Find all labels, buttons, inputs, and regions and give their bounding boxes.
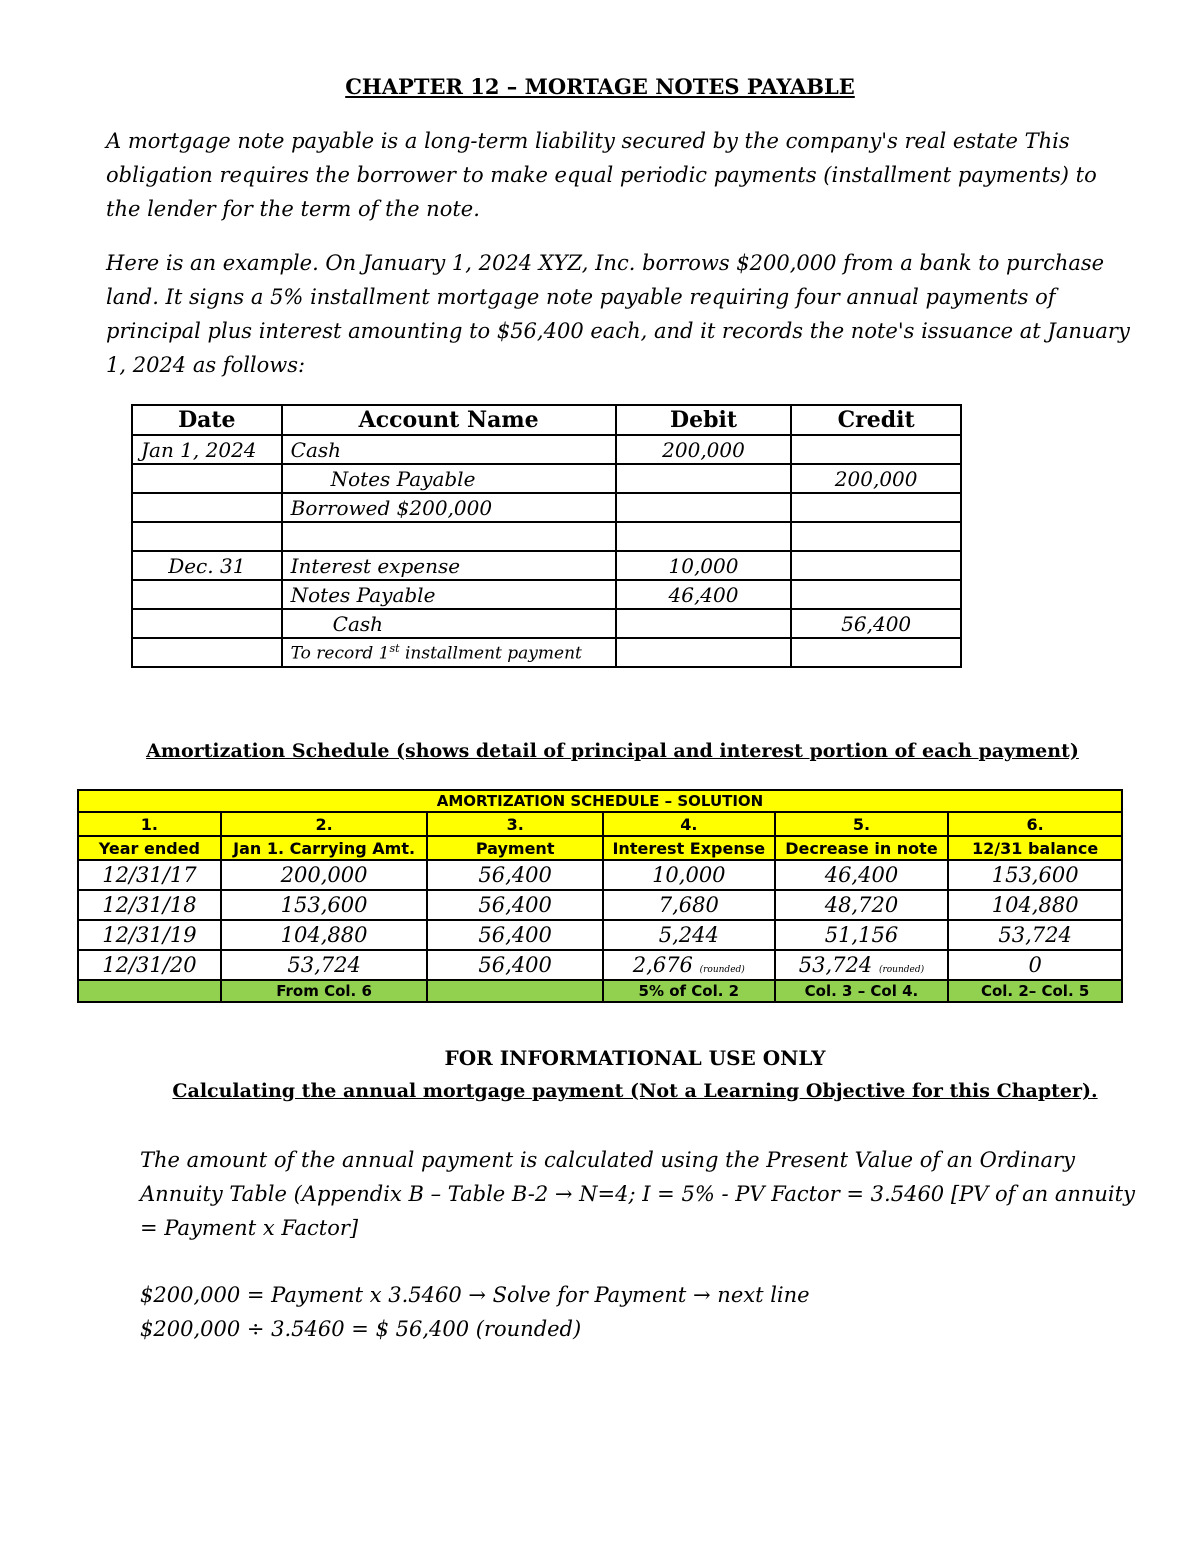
journal-row	[132, 522, 961, 551]
column-number-row: 1. 2. 3. 4. 5. 6.	[78, 812, 1122, 836]
journal-row	[132, 464, 961, 493]
journal-debit	[616, 522, 792, 551]
journal-account	[282, 522, 616, 551]
journal-date: Jan 1, 2024	[132, 435, 282, 464]
column-name-row: Year ended Jan 1. Carrying Amt. Payment Interest Expense Decrease in note 12/31 balance	[78, 836, 1122, 860]
journal-memo: To record 1st installment payment	[282, 638, 616, 667]
example-paragraph: Here is an example. On January 1, 2024 XYZ, Inc. borrows $200,000 from a bank to purchase land. It signs a 5% installment mortgage note payable requiring four annual payments of principal plus interest amounting to $56,400 each, and it records the note's issuance at January 1, 2024 as follows:	[106, 251, 1130, 377]
journal-credit	[791, 522, 961, 551]
info-title: FOR INFORMATIONAL USE ONLY	[444, 1046, 826, 1070]
equation-line-2: $200,000 ÷ 3.5460 = $ 56,400 (rounded)	[140, 1317, 582, 1341]
journal-credit: 56,400	[791, 609, 961, 638]
journal-credit	[791, 551, 961, 580]
table-row: 12/31/17 200,000 56,400 10,000 46,400 153,600	[78, 860, 1122, 890]
intro-paragraph: A mortgage note payable is a long-term liability secured by the company's real estate This obligation requires the borrower to make equal periodic payments (installment payments) to the lender for the term of the note.	[106, 129, 1097, 221]
table-row: 12/31/18 153,600 56,400 7,680 48,720 104,880	[78, 890, 1122, 920]
journal-date	[132, 580, 282, 609]
journal-row	[132, 580, 961, 609]
journal-debit	[616, 464, 792, 493]
journal-row	[132, 609, 961, 638]
journal-account: Notes Payable	[282, 580, 616, 609]
formula-row: From Col. 6 5% of Col. 2 Col. 3 – Col 4. Col. 2– Col. 5	[78, 980, 1122, 1002]
header-credit: Credit	[791, 405, 961, 435]
header-date: Date	[132, 405, 282, 435]
journal-date: Dec. 31	[132, 551, 282, 580]
journal-header-row	[132, 405, 961, 435]
journal-credit	[791, 580, 961, 609]
journal-credit	[791, 493, 961, 522]
journal-credit	[791, 435, 961, 464]
journal-row	[132, 493, 961, 522]
journal-row	[132, 551, 961, 580]
journal-account: Notes Payable	[282, 464, 616, 493]
journal-credit: 200,000	[791, 464, 961, 493]
amortization-title: AMORTIZATION SCHEDULE – SOLUTION	[78, 790, 1122, 812]
equation-line-1: $200,000 = Payment x 3.5460 → Solve for Payment → next line	[140, 1283, 810, 1307]
header-account: Account Name	[282, 405, 616, 435]
journal-debit: 10,000	[616, 551, 792, 580]
journal-account: Interest expense	[282, 551, 616, 580]
journal-date	[132, 464, 282, 493]
journal-debit: 46,400	[616, 580, 792, 609]
amortization-heading: Amortization Schedule (shows detail of principal and interest portion of each payment)	[146, 740, 1079, 762]
journal-memo-row	[132, 638, 961, 667]
journal-account: Borrowed $200,000	[282, 493, 616, 522]
table-row: 12/31/19 104,880 56,400 5,244 51,156 53,724	[78, 920, 1122, 950]
header-debit: Debit	[616, 405, 792, 435]
page-title: CHAPTER 12 – MORTAGE NOTES PAYABLE	[345, 74, 855, 99]
journal-date	[132, 522, 282, 551]
info-subtitle: Calculating the annual mortgage payment (Not a Learning Objective for this Chapter).	[172, 1080, 1098, 1102]
journal-debit	[616, 493, 792, 522]
amortization-table	[77, 789, 1123, 1003]
journal-debit	[616, 609, 792, 638]
journal-date	[132, 493, 282, 522]
journal-account: Cash	[282, 435, 616, 464]
journal-account: Cash	[282, 609, 616, 638]
calculation-paragraph: The amount of the annual payment is calculated using the Present Value of an Ordinary Annuity Table (Appendix B – Table B-2 → N=4; I = 5% - PV Factor = 3.5460 [PV of an annuity = Payment x Factor]	[140, 1148, 1135, 1240]
journal-debit: 200,000	[616, 435, 792, 464]
journal-date	[132, 609, 282, 638]
journal-row	[132, 435, 961, 464]
journal-entry-table	[131, 404, 962, 668]
table-row: 12/31/20 53,724 56,400 2,676 (rounded) 53,724 (rounded) 0	[78, 950, 1122, 980]
